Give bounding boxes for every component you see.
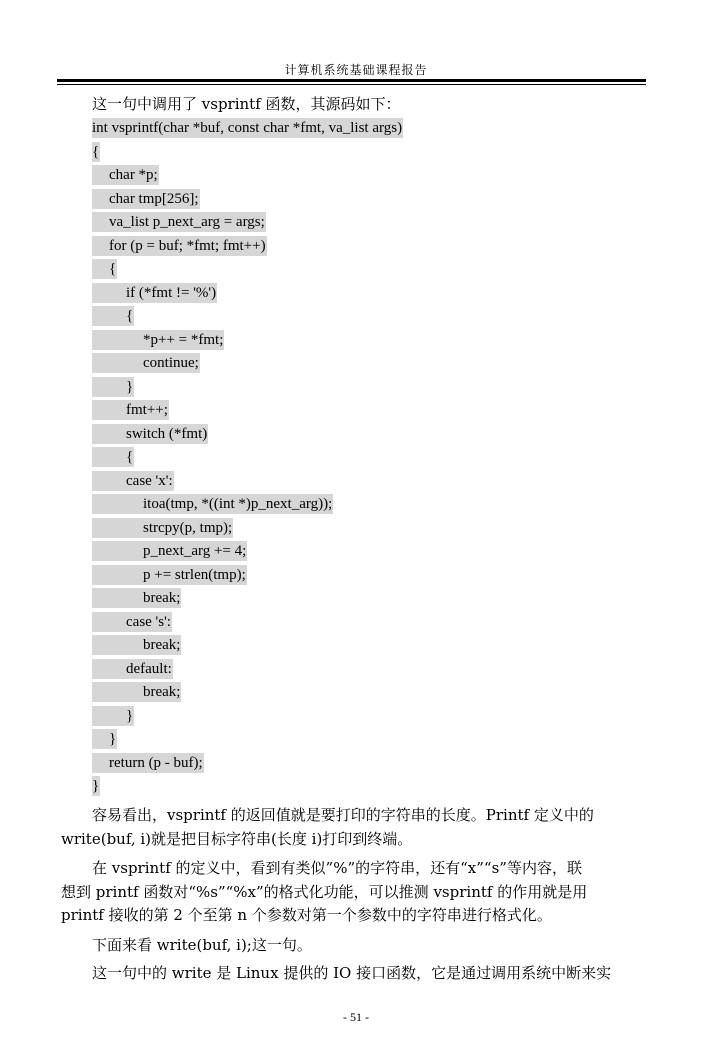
code-line bbox=[92, 424, 652, 448]
code-line-text: } bbox=[92, 778, 100, 794]
code-line-text: switch (*fmt) bbox=[92, 424, 208, 444]
code-line-text: itoa(tmp, *((int *)p_next_arg)); bbox=[92, 494, 333, 514]
code-line bbox=[92, 729, 652, 753]
code-line bbox=[92, 236, 652, 260]
paragraph-line-text: 在 vsprintf 的定义中，看到有类似”%”的字符串，还有“x”“s”等内容，联 bbox=[92, 859, 582, 877]
code-line bbox=[92, 400, 652, 424]
code-line bbox=[92, 776, 652, 800]
code-line-text: continue; bbox=[92, 353, 200, 373]
code-line-text: char tmp[256]; bbox=[92, 189, 200, 209]
paragraph-line bbox=[61, 881, 643, 905]
code-line bbox=[92, 659, 652, 683]
code-line-text: fmt++; bbox=[92, 400, 169, 420]
code-line-text: break; bbox=[92, 635, 181, 655]
code-line bbox=[92, 330, 652, 354]
code-line bbox=[92, 753, 652, 777]
paragraph-line bbox=[61, 857, 643, 881]
code-line bbox=[92, 612, 652, 636]
code-line bbox=[92, 259, 652, 283]
code-line-text: } bbox=[92, 729, 117, 749]
code-line bbox=[92, 283, 652, 307]
code-line bbox=[92, 635, 652, 659]
code-line-text: if (*fmt != '%') bbox=[92, 283, 217, 303]
code-line-text: break; bbox=[92, 682, 181, 702]
paragraph-line-text: write(buf, i)就是把目标字符串(长度 i)打印到终端。 bbox=[61, 829, 413, 848]
paragraph-line bbox=[61, 934, 643, 958]
header-rule-thick bbox=[57, 79, 646, 82]
paragraph-line bbox=[61, 962, 643, 986]
paragraph-line bbox=[61, 804, 643, 828]
code-line bbox=[92, 494, 652, 518]
paragraph-vsprintf-return bbox=[61, 804, 643, 851]
code-line-text: case 'x': bbox=[92, 471, 174, 491]
code-block bbox=[92, 118, 652, 800]
paragraph-write-description bbox=[61, 962, 643, 986]
paragraph-line-text: 容易看出，vsprintf 的返回值就是要打印的字符串的长度。Printf 定义中的 bbox=[92, 806, 594, 824]
code-line bbox=[92, 588, 652, 612]
code-line bbox=[92, 189, 652, 213]
code-line-text: p_next_arg += 4; bbox=[92, 541, 247, 561]
paragraph-line bbox=[61, 904, 643, 928]
code-line-text: char *p; bbox=[92, 165, 159, 185]
paragraph-line bbox=[61, 828, 643, 852]
paragraph-line-text: 下面来看 write(buf, i);这一句。 bbox=[92, 936, 312, 954]
page-number: - 51 - bbox=[343, 1010, 369, 1024]
code-line-text: int vsprintf(char *buf, const char *fmt, va_list args) bbox=[92, 120, 403, 136]
code-line bbox=[92, 353, 652, 377]
code-line-text: *p++ = *fmt; bbox=[92, 330, 224, 350]
code-line-text: default: bbox=[92, 659, 173, 679]
code-line-text: { bbox=[92, 306, 134, 326]
intro-sentence: 这一句中调用了 vsprintf 函数，其源码如下： bbox=[92, 95, 401, 113]
code-line-text: p += strlen(tmp); bbox=[92, 565, 247, 585]
code-line bbox=[92, 212, 652, 236]
code-line-text: case 's': bbox=[92, 612, 172, 632]
code-line-text: for (p = buf; *fmt; fmt++) bbox=[92, 236, 267, 256]
page-header: 计算机系统基础课程报告 bbox=[284, 63, 428, 77]
code-line-text: { bbox=[92, 447, 134, 467]
code-line-text: break; bbox=[92, 588, 181, 608]
code-line-text: { bbox=[92, 259, 117, 279]
code-line bbox=[92, 471, 652, 495]
paragraph-line-text: 想到 printf 函数对“%s”“%x”的格式化功能，可以推测 vsprintf 的作用就是用 bbox=[61, 882, 588, 901]
code-line-text: } bbox=[92, 377, 134, 397]
code-line bbox=[92, 518, 652, 542]
code-line bbox=[92, 565, 652, 589]
paragraph-line-text: printf 接收的第 2 个至第 n 个参数对第一个参数中的字符串进行格式化。 bbox=[61, 906, 552, 924]
code-line bbox=[92, 377, 652, 401]
code-line-text: return (p - buf); bbox=[92, 753, 204, 773]
code-line bbox=[92, 165, 652, 189]
code-line bbox=[92, 447, 652, 471]
code-line bbox=[92, 706, 652, 730]
code-line bbox=[92, 541, 652, 565]
paragraph-vsprintf-definition bbox=[61, 857, 643, 928]
header-rule-thin bbox=[57, 84, 646, 85]
code-line bbox=[92, 118, 652, 142]
code-line-text: va_list p_next_arg = args; bbox=[92, 212, 266, 232]
code-line-text: } bbox=[92, 706, 134, 726]
code-line-text: strcpy(p, tmp); bbox=[92, 518, 233, 538]
paragraph-write-intro bbox=[61, 934, 643, 958]
code-line bbox=[92, 306, 652, 330]
code-line-text: { bbox=[92, 143, 100, 160]
paragraph-line-text: 这一句中的 write 是 Linux 提供的 IO 接口函数，它是通过调用系统中断来实 bbox=[92, 964, 612, 982]
code-line bbox=[92, 142, 652, 166]
code-line bbox=[92, 682, 652, 706]
